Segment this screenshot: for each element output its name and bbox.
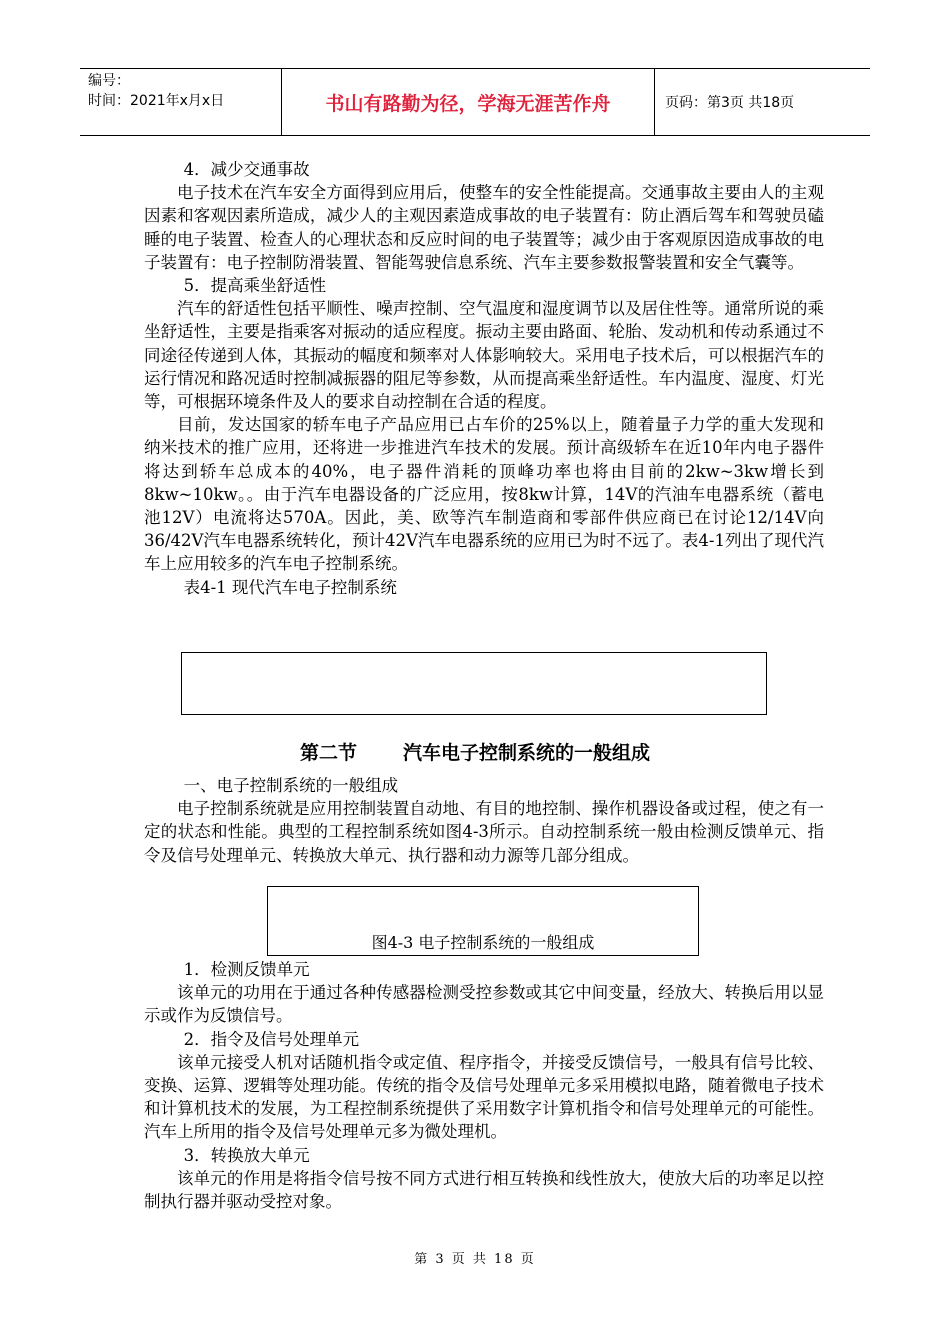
paragraph: 目前，发达国家的轿车电子产品应用已占车价的25%以上，随着量子力学的重大发现和纳米技术的推广应用，还将进一步推进汽车技术的发展。预计高级轿车在近10年内电子器件将达到轿车总成本的40%，电子器件消耗的顶峰功率也将由目前的2kw~3kw增长到8kw~10kw。。由于汽车电器设备的广泛应用，按8kw计算，14V的汽油车电器系统（蓄电池12V）电流将达570A。因此，美、欧等汽车制造商和零部件供应商已在讨论12/14V向36/42V汽车电器系统转化，预计42V汽车电器系统的应用已为时不远了。表4-1列出了现代汽车上应用较多的汽车电子控制系统。: [144, 415, 824, 574]
paragraph: 电子控制系统就是应用控制装置自动地、有目的地控制、操作机器设备或过程，使之有一定的状态和性能。典型的工程控制系统如图4-3所示。自动控制系统一般由检测反馈单元、指令及信号处理单元、转换放大单元、执行器和动力源等几部分组成。: [144, 799, 824, 865]
part1-container: [144, 158, 824, 599]
header-motto: 书山有路勤为径，学海无涯苦作舟: [282, 69, 655, 135]
table-4-1-placeholder: [181, 652, 767, 715]
subheading: 一、电子控制系统的一般组成: [183, 776, 399, 795]
subheading: 表4-1 现代汽车电子控制系统: [183, 577, 397, 597]
paragraph: 电子技术在汽车安全方面得到应用后，使整车的安全性能提高。交通事故主要由人的主观因素和客观因素所造成，减少人的主观因素造成事故的电子装置有：防止酒后驾车和驾驶员磕睡的电子装置、检查人的心理状态和反应时间的电子装置等；减少由于客观原因造成事故的电子装置有：电子控制防滑装置、智能驾驶信息系统、汽车主要参数报警装置和安全气囊等。: [144, 183, 824, 272]
header-meta: [80, 69, 282, 135]
subheading: 3．转换放大单元: [183, 1145, 310, 1165]
paragraph: 汽车的舒适性包括平顺性、噪声控制、空气温度和湿度调节以及居住性等。通常所说的乘坐舒适性，主要是指乘客对振动的适应程度。振动主要由路面、轮胎、发动机和传动系通过不同途径传递到人体，其振动的幅度和频率对人体影响较大。采用电子技术后，可以根据汽车的运行情况和路况适时控制减振器的阻尼等参数，从而提高乘坐舒适性。车内温度、湿度、灯光等，可根据环境条件及人的要求自动控制在合适的程度。: [144, 299, 824, 412]
part3-container: [144, 958, 824, 1213]
paragraph: 该单元的功用在于通过各种传感器检测受控参数或其它中间变量，经放大、转换后用以显示或作为反馈信号。: [144, 983, 824, 1026]
time-label: 时间：2021年x月x日: [88, 93, 225, 109]
subheading: 2．指令及信号处理单元: [183, 1029, 360, 1049]
part2-container: [144, 774, 824, 867]
code-label: 编号：: [88, 73, 130, 89]
subheading: 1．检测反馈单元: [183, 960, 310, 979]
header-page-info: 页码：第3页 共18页: [665, 95, 795, 111]
paragraph: 该单元的作用是将指令信号按不同方式进行相互转换和线性放大，使放大后的功率足以控制执行器并驱动受控对象。: [144, 1168, 824, 1212]
page-footer: 第 3 页 共 18 页: [414, 1252, 536, 1267]
paragraph: 该单元接受人机对话随机指令或定值、程序指令，并接受反馈信号，一般具有信号比较、变换、运算、逻辑等处理功能。传统的指令及信号处理单元多采用模拟电路，随着微电子技术和计算机技术的发展，为工程控制系统提供了采用数字计算机指令和信号处理单元的可能性。汽车上所用的指令及信号处理单元多为微处理机。: [144, 1052, 824, 1142]
section-title: 汽车电子控制系统的一般组成: [403, 742, 651, 764]
figure-caption: 图4-3 电子控制系统的一般组成: [371, 933, 595, 952]
section-number: 第二节: [299, 742, 357, 764]
subheading: 5．提高乘坐舒适性: [183, 276, 327, 296]
subheading: 4．减少交通事故: [183, 160, 310, 179]
body-part3: [144, 958, 824, 1213]
figure-4-3: [267, 886, 699, 956]
body-part2: [144, 774, 824, 867]
section-heading: [0, 738, 950, 765]
body-part1: [144, 158, 824, 599]
page-header: [80, 68, 870, 136]
